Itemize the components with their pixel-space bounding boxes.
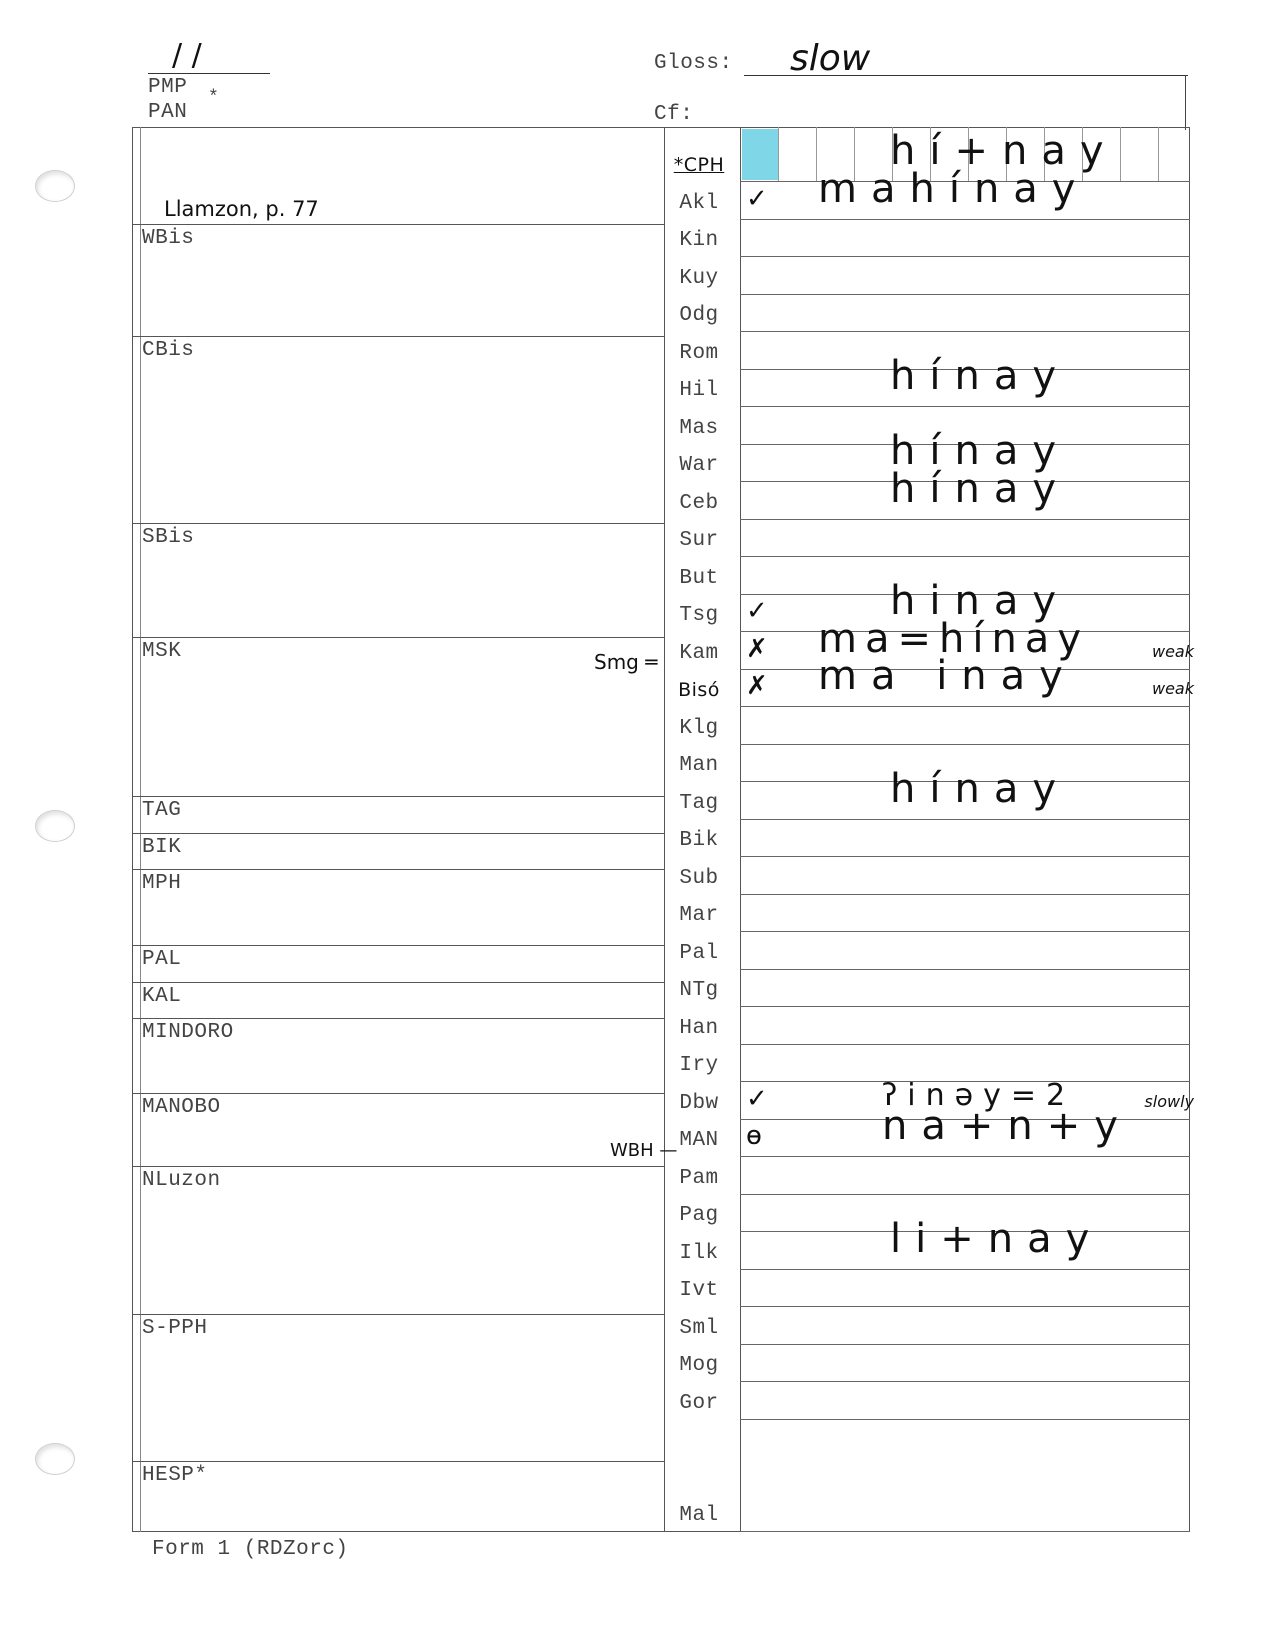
language-code: Tsg [679, 603, 719, 627]
language-code: Sur [679, 528, 719, 552]
cf-box-edge [1185, 75, 1186, 130]
entry-cell [740, 465, 1190, 520]
entry-cell [740, 819, 1190, 857]
entry-cell [740, 165, 1190, 220]
language-code: Rom [679, 341, 719, 365]
pan-label: PAN [148, 101, 188, 124]
entry-cell [740, 1477, 1190, 1532]
language-code: Mas [679, 416, 719, 440]
language-code: Sml [679, 1316, 719, 1340]
entry-cell [740, 1344, 1190, 1382]
entry-cell [740, 1044, 1190, 1082]
language-code: Kin [679, 228, 719, 252]
highlight-cell [742, 129, 778, 180]
form-footer: Form 1 (RDZorc) [152, 1538, 349, 1561]
language-code: Pag [679, 1203, 719, 1227]
language-row [664, 969, 1190, 1007]
language-row [664, 857, 1190, 895]
grid-cell-divider [778, 127, 779, 182]
language-code: Bik [679, 828, 719, 852]
language-rows [664, 127, 1194, 1532]
handwritten-form: hínay [890, 765, 1070, 812]
language-code: Pam [679, 1166, 719, 1190]
row-rule [740, 1531, 1190, 1532]
grid-cell-divider [1120, 127, 1121, 182]
language-code: Klg [679, 716, 719, 740]
entry-cell [740, 257, 1190, 295]
language-row [664, 932, 1190, 970]
punch-hole [35, 1443, 75, 1475]
group-mindoro: MINDORO [132, 1018, 664, 1019]
handwritten-form: ma inay [818, 652, 1077, 699]
entry-cell [740, 707, 1190, 745]
entry-cell [740, 1382, 1190, 1420]
group-nluzon: NLuzon [132, 1166, 664, 1167]
handwritten-form: hínay [890, 465, 1070, 512]
group-wbis: WBis [132, 224, 664, 225]
check-mark: ✓ [746, 183, 768, 214]
handwritten-form: ma=hínay [818, 615, 1089, 662]
language-code: NTg [679, 978, 719, 1002]
handwritten-form: hinay [890, 577, 1070, 624]
group-sbis: SBis [132, 523, 664, 524]
entry-cell [740, 1269, 1190, 1307]
language-code: Iry [679, 1053, 719, 1077]
check-mark: ✗ [746, 670, 768, 701]
entry-cell [740, 519, 1190, 557]
language-code: Man [679, 753, 719, 777]
check-mark: ✓ [746, 1083, 768, 1114]
language-code: Ilk [679, 1241, 719, 1265]
language-row [664, 219, 1190, 257]
margin-note: weak [1152, 678, 1194, 698]
language-row [664, 707, 1190, 745]
language-code: MAN [679, 1128, 719, 1152]
wbh-note: WBH — [610, 1140, 678, 1161]
language-code: Pal [679, 941, 719, 965]
language-code: Sub [679, 866, 719, 890]
group-kal: KAL [132, 982, 664, 983]
language-row [664, 1044, 1190, 1082]
group-bik: BIK [132, 833, 664, 834]
entry-cell [740, 1157, 1190, 1195]
entry-cell [740, 1007, 1190, 1045]
entry-cell [740, 765, 1190, 820]
entry-cell [740, 294, 1190, 332]
language-code: War [679, 453, 719, 477]
margin-note: weak [1152, 641, 1194, 661]
language-row [664, 819, 1190, 857]
group-mph: MPH [132, 869, 664, 870]
gloss-value: slow [790, 38, 871, 79]
language-code: *CPH [673, 154, 725, 176]
entry-cell [740, 857, 1190, 895]
language-row [664, 894, 1190, 932]
language-row [664, 294, 1190, 332]
pmp-marks: / / [172, 38, 202, 73]
handwritten-form: ʔinəy=2 [882, 1077, 1076, 1113]
language-code: Kuy [679, 266, 719, 290]
handwritten-form: na+n+y [882, 1102, 1132, 1149]
entry-cell [740, 1307, 1190, 1345]
group-s-pph: S-PPH [132, 1314, 664, 1315]
pmp-label: PMP [148, 76, 188, 99]
language-code: Ivt [679, 1278, 719, 1302]
grid-cell-divider [816, 127, 817, 182]
punch-hole [35, 810, 75, 842]
grid-cell-divider [1158, 127, 1159, 182]
punch-hole [35, 170, 75, 202]
language-code: Dbw [679, 1091, 719, 1115]
handwritten-form: hí+nay [890, 128, 1118, 174]
group-msk: MSK [132, 637, 664, 638]
language-code: Mar [679, 903, 719, 927]
language-row [664, 257, 1190, 295]
language-code: Ceb [679, 491, 719, 515]
language-row [664, 1307, 1190, 1345]
language-code: Mal [679, 1504, 719, 1527]
row-rule [740, 1419, 1190, 1420]
group-pal: PAL [132, 945, 664, 946]
margin-note: slowly [1144, 1091, 1194, 1111]
pmp-asterisk: * [208, 88, 220, 108]
entry-cell [740, 894, 1190, 932]
gloss-underline [744, 75, 1188, 76]
gloss-label: Gloss: [654, 52, 733, 75]
handwritten-form: hínay [890, 427, 1070, 474]
language-code: Mog [679, 1353, 719, 1377]
entry-cell [740, 969, 1190, 1007]
smg-note: Smg ═ [594, 650, 658, 674]
entry-cell [740, 219, 1190, 257]
language-row [664, 1382, 1190, 1420]
language-row [664, 1344, 1190, 1382]
cf-label: Cf: [654, 103, 694, 126]
entry-cell [740, 932, 1190, 970]
group-column [132, 127, 664, 1532]
check-mark: ✗ [746, 633, 768, 664]
language-row [664, 1157, 1190, 1195]
handwritten-form: hínay [890, 352, 1070, 399]
language-code: But [679, 566, 719, 590]
language-code: Gor [679, 1391, 719, 1415]
language-code: Bisó [678, 678, 720, 701]
check-mark: ɵ [746, 1120, 762, 1151]
language-row [664, 1007, 1190, 1045]
entry-cell [740, 352, 1190, 407]
language-code: Tag [679, 791, 719, 815]
entry-cell [740, 652, 1194, 707]
entry-cell [740, 1102, 1190, 1157]
language-code: Han [679, 1016, 719, 1040]
language-code: Odg [679, 303, 719, 327]
handwritten-form: mahínay [818, 165, 1090, 212]
group-cbis: CBis [132, 336, 664, 337]
group-hesp: HESP* [132, 1461, 664, 1462]
check-mark: ✓ [746, 595, 768, 626]
source-note: Llamzon, p. 77 [164, 197, 319, 221]
language-row [664, 1477, 1190, 1532]
pmp-underline [148, 73, 270, 74]
entry-cell [740, 1215, 1190, 1270]
group-manobo: MANOBO [132, 1093, 664, 1094]
language-row [664, 519, 1190, 557]
language-code: Akl [679, 191, 719, 215]
group-tag: TAG [132, 796, 664, 797]
handwritten-form: li+nay [890, 1215, 1104, 1262]
language-code: Kam [679, 641, 719, 665]
language-code: Hil [679, 378, 719, 402]
language-row [664, 1269, 1190, 1307]
